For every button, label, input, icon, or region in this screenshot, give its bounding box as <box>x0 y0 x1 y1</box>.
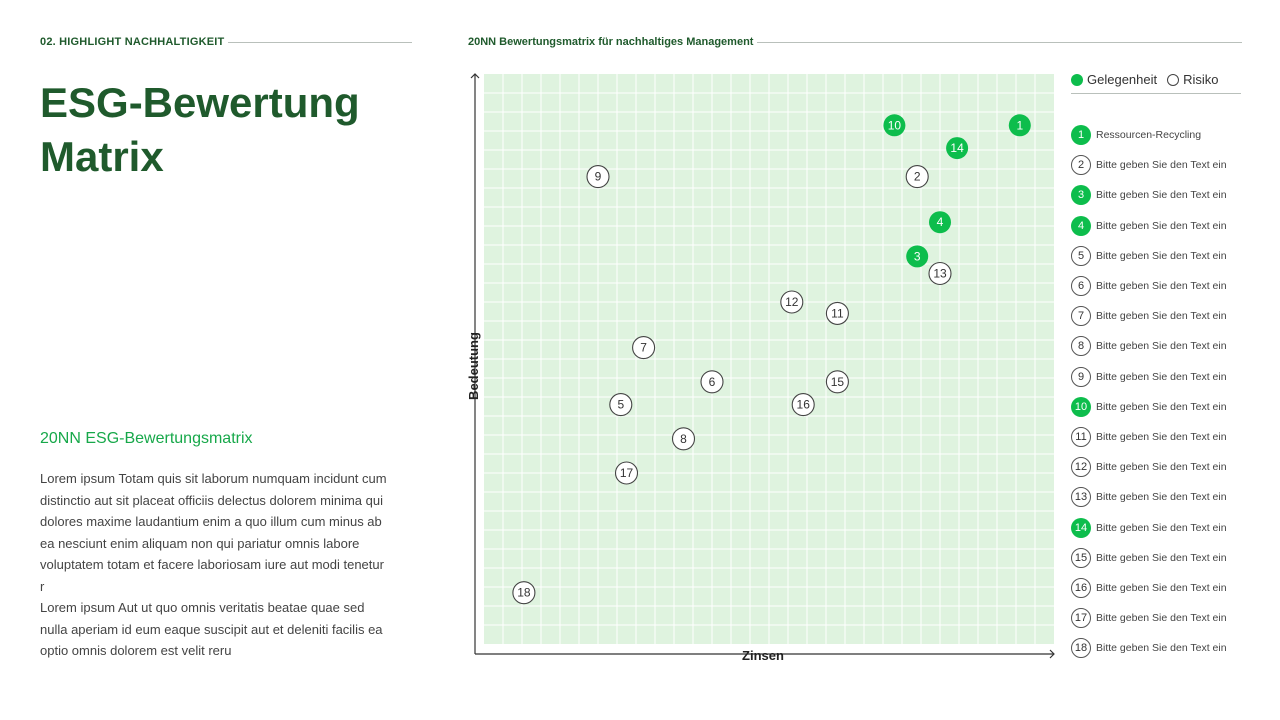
opportunity-legend-icon <box>1071 74 1083 86</box>
item-number-badge: 9 <box>1071 367 1091 387</box>
list-item <box>1071 422 1271 452</box>
list-item <box>1071 150 1271 180</box>
item-text: Bitte geben Sie den Text ein <box>1096 249 1227 262</box>
point-label: 1 <box>1016 118 1024 133</box>
opportunity-point-1 <box>1009 114 1031 136</box>
point-label: 3 <box>913 249 921 264</box>
list-item <box>1071 120 1271 150</box>
point-label: 4 <box>936 215 944 230</box>
risk-point-2 <box>906 166 928 188</box>
risk-point-5 <box>610 394 632 416</box>
risk-point-11 <box>826 302 848 324</box>
point-label: 11 <box>831 306 844 321</box>
point-label: 16 <box>796 397 810 412</box>
list-item <box>1071 211 1271 241</box>
item-text: Bitte geben Sie den Text ein <box>1096 219 1227 232</box>
item-number-badge: 16 <box>1071 578 1091 598</box>
body-text <box>40 468 390 662</box>
point-label: 18 <box>517 585 531 600</box>
item-text: Bitte geben Sie den Text ein <box>1096 581 1227 594</box>
section-divider <box>228 42 412 43</box>
section-label <box>40 36 412 48</box>
item-number-badge: 3 <box>1071 185 1091 205</box>
chart-legend <box>1071 72 1241 94</box>
list-item <box>1071 180 1271 210</box>
item-text: Bitte geben Sie den Text ein <box>1096 370 1227 383</box>
risk-point-12 <box>781 291 803 313</box>
point-label: 15 <box>830 374 845 389</box>
body-paragraph-1: Lorem ipsum Totam quis sit laborum numquam incidunt cum distinctio aut sit placeat officiis delectus dolorem minima qui dolores maxime laudantium enim a quo illum cum minus ab ea nesciunt enim aliquam non qui pariatur omnis labore voluptatem totam et facere laboriosam iure aut modi tenetur r <box>40 471 387 594</box>
point-label: 13 <box>933 266 947 281</box>
item-number-badge: 11 <box>1071 427 1091 447</box>
risk-point-16 <box>792 394 814 416</box>
risk-point-15 <box>826 371 848 393</box>
section-label-text: 02. HIGHLIGHT NACHHALTIGKEIT <box>40 36 225 48</box>
body-paragraph-2: Lorem ipsum Aut ut quo omnis veritatis beatae quae sed nulla aperiam id eum eaque suscipit aut et deleniti facilis ea optio omnis dolorem est velit reru <box>40 600 383 658</box>
list-item <box>1071 362 1271 392</box>
legend-opportunity-label: Gelegenheit <box>1087 72 1158 87</box>
item-text: Bitte geben Sie den Text ein <box>1096 521 1227 534</box>
y-axis-label: Bedeutung <box>466 332 481 400</box>
point-label: 8 <box>680 431 687 446</box>
item-text: Bitte geben Sie den Text ein <box>1096 400 1227 413</box>
page-title-line-2: Matrix <box>40 133 164 180</box>
item-text: Bitte geben Sie den Text ein <box>1096 189 1227 202</box>
item-text: Bitte geben Sie den Text ein <box>1096 340 1227 353</box>
item-text: Bitte geben Sie den Text ein <box>1096 491 1227 504</box>
item-number-badge: 12 <box>1071 457 1091 477</box>
point-label: 10 <box>887 118 902 133</box>
point-label: 17 <box>619 466 634 480</box>
list-item <box>1071 633 1271 663</box>
risk-point-6 <box>701 371 723 393</box>
item-number-badge: 5 <box>1071 246 1091 266</box>
risk-point-7 <box>633 337 655 359</box>
item-text: Bitte geben Sie den Text ein <box>1096 310 1227 323</box>
item-number-badge: 2 <box>1071 155 1091 175</box>
risk-point-8 <box>673 428 695 450</box>
item-number-badge: 18 <box>1071 638 1091 658</box>
item-number-badge: 15 <box>1071 548 1091 568</box>
item-number-badge: 13 <box>1071 487 1091 507</box>
opportunity-point-14 <box>946 137 968 159</box>
item-number-badge: 14 <box>1071 518 1091 538</box>
item-number-badge: 7 <box>1071 306 1091 326</box>
list-item <box>1071 241 1271 271</box>
point-label: 9 <box>594 169 602 184</box>
list-item <box>1071 603 1271 633</box>
item-number-badge: 10 <box>1071 397 1091 417</box>
section-subtitle: 20NN ESG-Bewertungsmatrix <box>40 430 253 447</box>
point-label: 5 <box>617 397 625 412</box>
item-number-badge: 6 <box>1071 276 1091 296</box>
list-item <box>1071 573 1271 603</box>
item-text: Bitte geben Sie den Text ein <box>1096 159 1227 172</box>
item-list <box>1071 120 1271 663</box>
list-item <box>1071 482 1271 512</box>
item-text: Bitte geben Sie den Text ein <box>1096 280 1227 293</box>
x-axis-label: Zinsen <box>742 648 784 663</box>
point-label: 7 <box>640 340 647 355</box>
item-number-badge: 17 <box>1071 608 1091 628</box>
list-item <box>1071 331 1271 361</box>
point-label: 6 <box>708 374 716 389</box>
item-text: Bitte geben Sie den Text ein <box>1096 642 1227 655</box>
item-text: Bitte geben Sie den Text ein <box>1096 612 1227 625</box>
page-title <box>40 76 440 184</box>
risk-point-18 <box>513 582 535 604</box>
opportunity-point-3 <box>906 245 928 267</box>
item-number-badge: 4 <box>1071 216 1091 236</box>
item-number-badge: 8 <box>1071 336 1091 356</box>
opportunity-point-10 <box>883 114 905 136</box>
list-item <box>1071 543 1271 573</box>
legend-risk-label: Risiko <box>1183 72 1219 87</box>
point-label: 14 <box>950 141 964 156</box>
list-item <box>1071 452 1271 482</box>
item-text: Bitte geben Sie den Text ein <box>1096 551 1227 564</box>
item-text: Bitte geben Sie den Text ein <box>1096 461 1227 474</box>
point-label: 12 <box>785 295 799 309</box>
point-label: 2 <box>913 169 921 184</box>
risk-point-9 <box>587 166 609 188</box>
risk-legend-icon <box>1167 74 1179 86</box>
page-title-line-1: ESG-Bewertung <box>40 79 360 126</box>
risk-point-17 <box>616 462 638 484</box>
chart-header-divider <box>757 42 1242 43</box>
list-item <box>1071 271 1271 301</box>
matrix-chart <box>460 66 1060 670</box>
list-item <box>1071 301 1271 331</box>
item-text: Bitte geben Sie den Text ein <box>1096 430 1227 443</box>
risk-point-13 <box>929 263 951 285</box>
chart-header <box>468 36 1242 48</box>
list-item <box>1071 392 1271 422</box>
list-item <box>1071 512 1271 542</box>
item-text: Ressourcen-Recycling <box>1096 129 1202 142</box>
item-number-badge: 1 <box>1071 125 1091 145</box>
opportunity-point-4 <box>929 211 951 233</box>
chart-header-text: 20NN Bewertungsmatrix für nachhaltiges Management <box>468 36 754 48</box>
